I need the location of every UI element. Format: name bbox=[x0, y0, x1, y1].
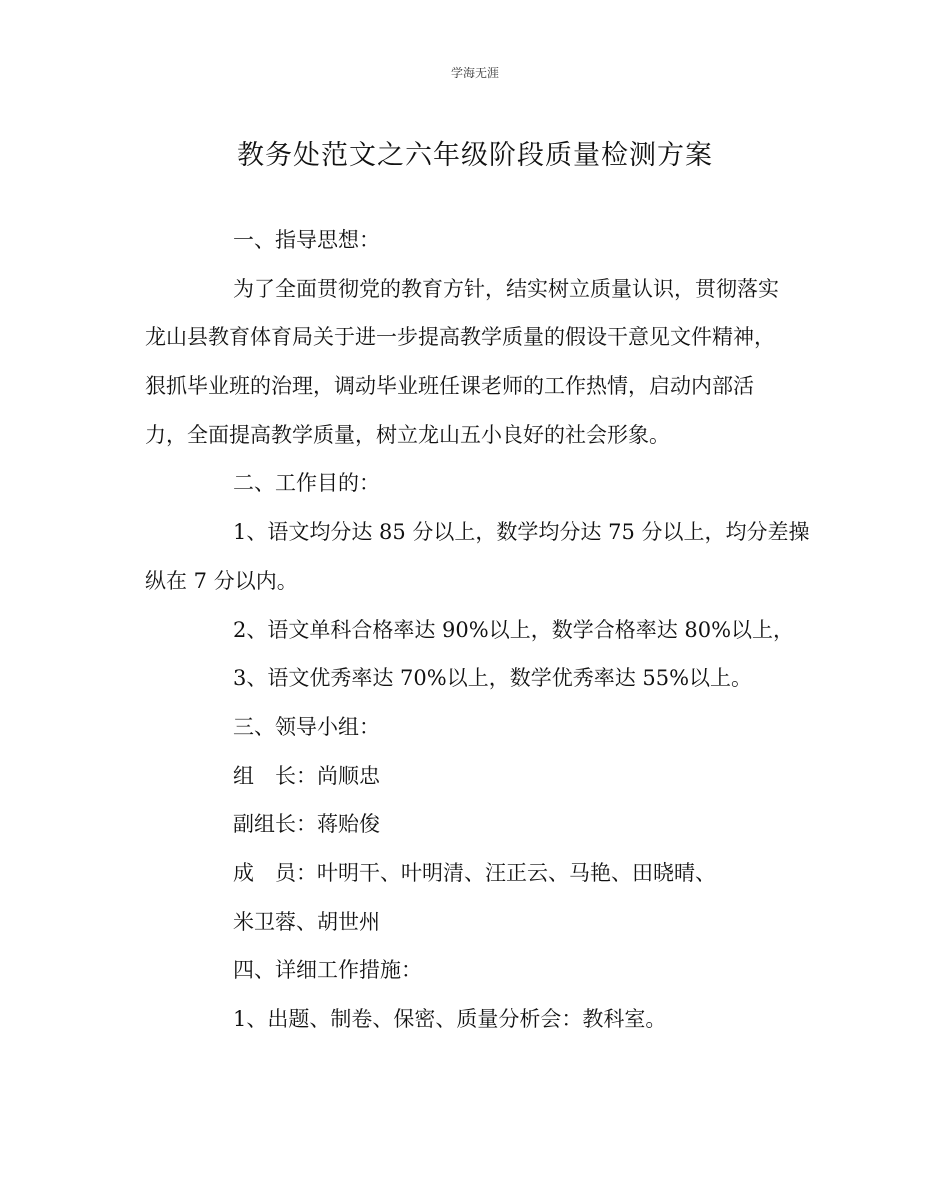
section-heading: 四、详细工作措施： bbox=[233, 958, 422, 983]
paragraph-line: 米卫蓉、胡世州 bbox=[233, 909, 380, 934]
paragraph-line: 3、语文优秀率达 70%以上，数学优秀率达 55%以上。 bbox=[233, 666, 753, 691]
paragraph-line: 纵在 7 分以内。 bbox=[145, 568, 298, 593]
paragraph-line: 1、语文均分达 85 分以上，数学均分达 75 分以上，均分差操 bbox=[233, 520, 810, 545]
paragraph-line: 力，全面提高教学质量，树立龙山五小良好的社会形象。 bbox=[145, 422, 670, 447]
page-header: 学海无涯 bbox=[450, 66, 499, 80]
paragraph-line: 2、语文单科合格率达 90%以上，数学合格率达 80%以上， bbox=[233, 617, 795, 642]
section-heading: 二、工作目的： bbox=[233, 471, 380, 496]
paragraph-line: 狠抓毕业班的治理，调动毕业班任课老师的工作热情，启动内部活 bbox=[145, 374, 754, 399]
paragraph-line: 组 长：尚顺忠 bbox=[233, 763, 380, 788]
section-heading: 三、领导小组： bbox=[233, 714, 380, 739]
paragraph-line: 成 员：叶明干、叶明清、汪正云、马艳、田晓晴、 bbox=[233, 860, 716, 885]
paragraph-line: 1、出题、制卷、保密、质量分析会：教科室。 bbox=[233, 1007, 667, 1031]
document-title: 教务处范文之六年级阶段质量检测方案 bbox=[237, 140, 713, 171]
paragraph-line: 为了全面贯彻党的教育方针，结实树立质量认识，贯彻落实 bbox=[233, 276, 779, 301]
document-body bbox=[145, 216, 810, 1044]
paragraph-line: 副组长：蒋贻俊 bbox=[233, 812, 380, 837]
section-heading: 一、指导思想： bbox=[233, 228, 380, 252]
paragraph-line: 龙山县教育体育局关于进一步提高教学质量的假设干意见文件精神， bbox=[145, 325, 775, 350]
